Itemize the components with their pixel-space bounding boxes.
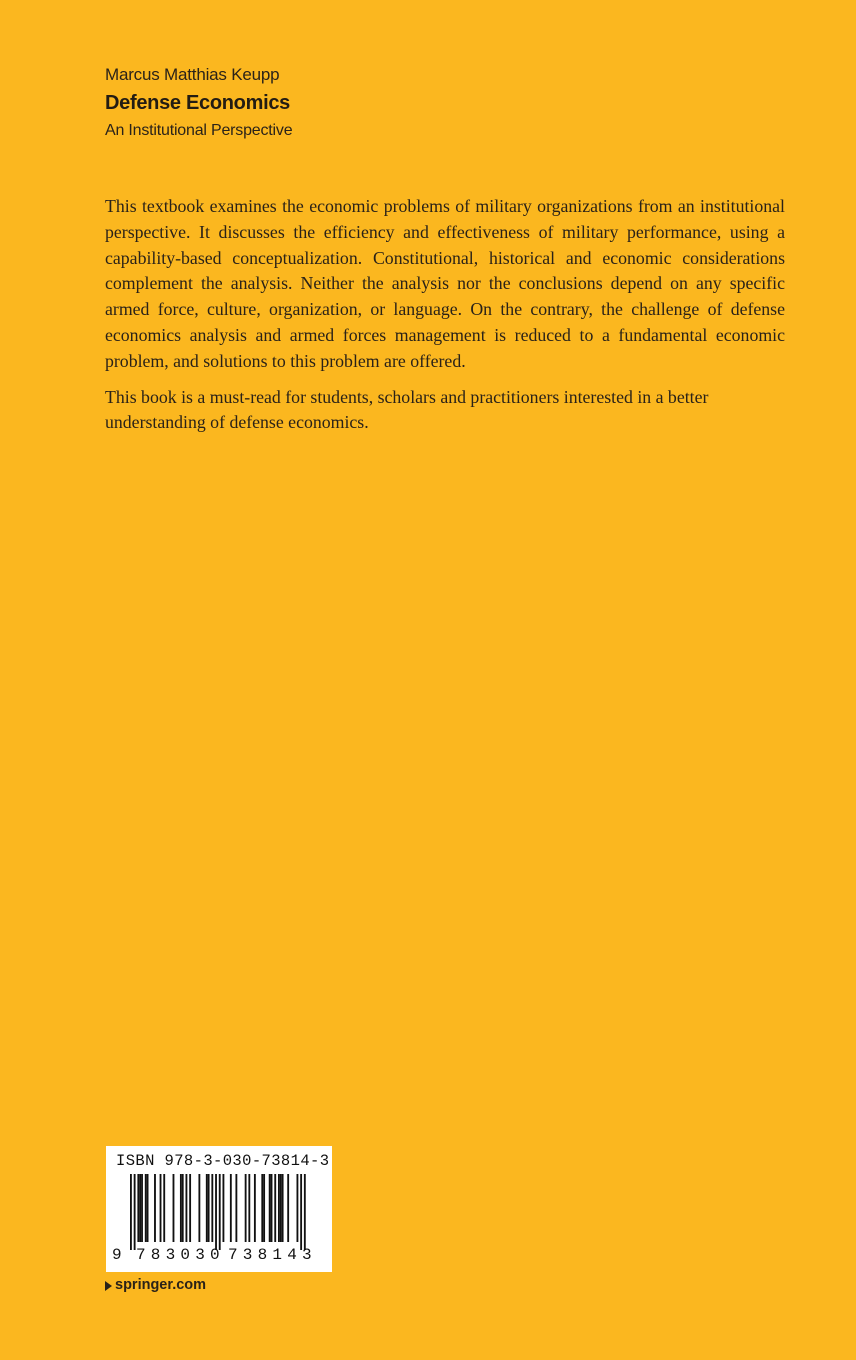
isbn-barcode xyxy=(106,1146,332,1272)
ean-right-group: 738143 xyxy=(228,1246,317,1264)
barcode-bar xyxy=(189,1174,191,1242)
barcode-bar xyxy=(271,1174,273,1242)
barcode-bar xyxy=(278,1174,280,1242)
publisher-link[interactable] xyxy=(105,1277,206,1293)
barcode-bar xyxy=(263,1174,265,1242)
barcode-bar xyxy=(269,1174,271,1242)
ean-first-digit: 9 xyxy=(112,1246,122,1264)
barcode-bar xyxy=(141,1174,143,1242)
barcode-bar xyxy=(208,1174,210,1242)
barcode-bar xyxy=(254,1174,256,1242)
barcode-bar xyxy=(182,1174,184,1242)
barcode-bar xyxy=(261,1174,263,1242)
barcode-bar xyxy=(160,1174,162,1242)
barcode-bar xyxy=(235,1174,237,1242)
barcode-bar xyxy=(139,1174,141,1242)
barcode-guard-bar xyxy=(219,1174,221,1250)
ean-left-group: 783030 xyxy=(136,1246,225,1264)
description-paragraph: This book is a must-read for students, scholars and practitioners interested in a better understanding of defense economics. xyxy=(105,386,709,433)
barcode-guard-bar xyxy=(215,1174,217,1250)
book-title: Defense Economics xyxy=(105,92,290,114)
barcode-bar xyxy=(154,1174,156,1242)
barcode-bar xyxy=(145,1174,147,1242)
barcode-bar xyxy=(297,1174,299,1242)
triangle-right-icon xyxy=(105,1281,112,1291)
isbn-label: ISBN 978-3-030-73814-3 xyxy=(116,1152,330,1170)
barcode-bar xyxy=(137,1174,139,1242)
author-name: Marcus Matthias Keupp xyxy=(105,65,280,84)
barcode-bar xyxy=(245,1174,247,1242)
barcode-guard-bar xyxy=(130,1174,132,1250)
barcode-bar xyxy=(211,1174,213,1242)
barcode-guard-bar xyxy=(300,1174,302,1250)
book-subtitle: An Institutional Perspective xyxy=(105,122,293,139)
barcode-bar xyxy=(248,1174,250,1242)
barcode-bar xyxy=(206,1174,208,1242)
barcode-bar xyxy=(173,1174,175,1242)
barcode-bar xyxy=(198,1174,200,1242)
barcode-bar xyxy=(230,1174,232,1242)
book-header xyxy=(105,64,292,142)
book-description xyxy=(105,194,785,446)
description-paragraph: This textbook examines the economic problems of military organizations from an institutional perspective. It discusses the efficiency and effectiveness of military performance, using a capability-based conceptualization. Constitutional, historical and economic considerations complement the analysis. Neither the analysis nor the conclusions depend on any specific armed force, culture, organization, or language. On the contrary, the challenge of defense economics analysis and armed forces management is reduced to a fundamental economic problem, and solutions to this problem are offered. xyxy=(105,196,785,371)
barcode-bar xyxy=(274,1174,276,1242)
barcode-guard-bar xyxy=(304,1174,306,1250)
barcode-bar xyxy=(163,1174,165,1242)
barcode-bar xyxy=(282,1174,284,1242)
barcode-bar xyxy=(287,1174,289,1242)
barcode-bar xyxy=(147,1174,149,1242)
barcode-bar xyxy=(223,1174,225,1242)
barcode-bar xyxy=(280,1174,282,1242)
barcode-guard-bar xyxy=(134,1174,136,1250)
barcode-bar xyxy=(180,1174,182,1242)
barcode-bar xyxy=(186,1174,188,1242)
publisher-website: springer.com xyxy=(115,1277,207,1293)
